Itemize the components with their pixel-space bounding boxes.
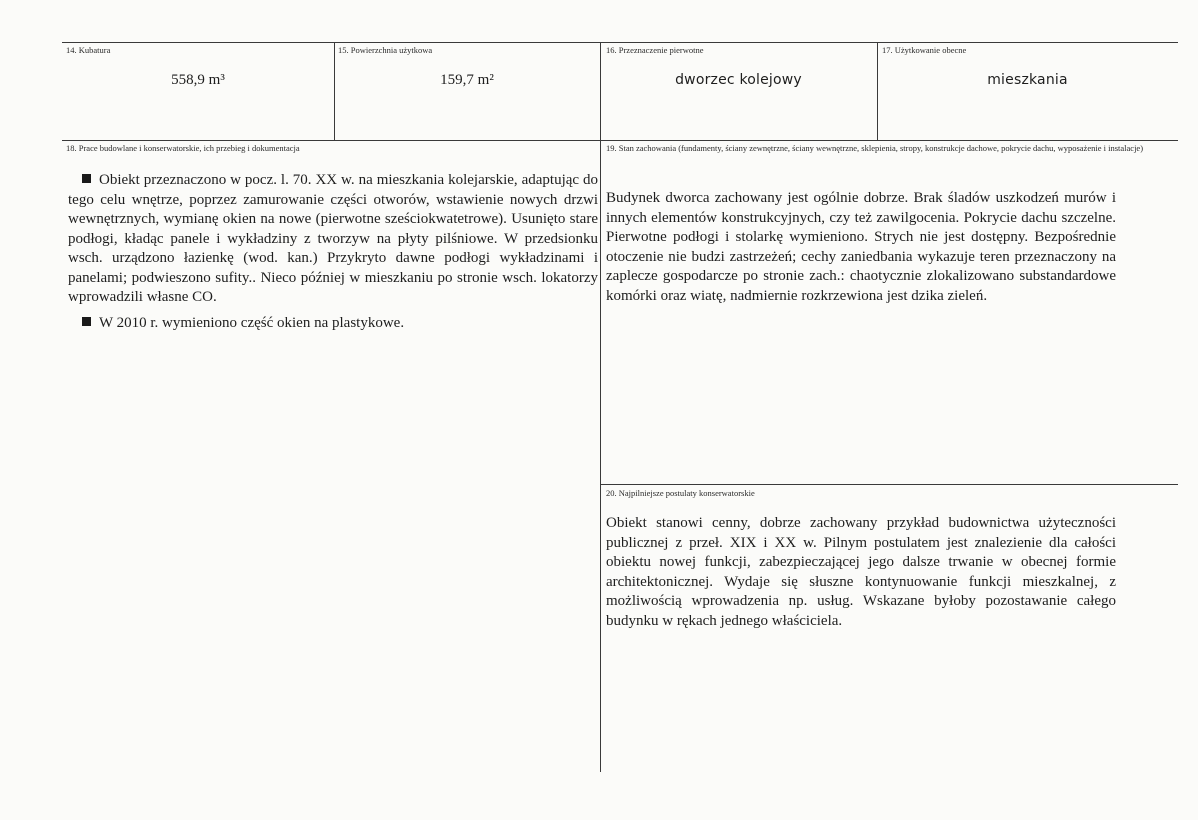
center-divider (600, 42, 601, 772)
przeznaczenie-label: 16. Przeznaczenie pierwotne (606, 45, 704, 55)
section20-top-line (600, 484, 1178, 485)
section19-label: 19. Stan zachowania (fundamenty, ściany zewnętrzne, ściany wewnętrzne, sklepienia, stropy, konstrukcje dachowe, pokrycie dachu, wyposażenie i instalacje) (606, 143, 1144, 153)
kubatura-value: 558,9 m³ (171, 72, 225, 88)
powierzchnia-value: 159,7 m² (440, 72, 494, 88)
row1-divider-3 (877, 42, 878, 140)
square-bullet-icon (82, 174, 91, 183)
section18-item-1 (68, 171, 598, 308)
section18-item-2-text: W 2010 r. wymieniono część okien na plastykowe. (99, 314, 405, 331)
section18-item-1-text: Obiekt przeznaczono w pocz. l. 70. XX w. na mieszkania kolejarskie, adaptując do tego celu wnętrze, poprzez zamurowanie części otworów, wstawienie nowych drzwi wewnętrznych, wymianę okien na nowe (pierwotne sześciokwatetrowe). Usunięto stare podłogi, kładąc panele i wykładziny z tworzyw na płyty pilśniowe. W przedsionku wsch. urządzono łazienkę (wod. kan.) Przykryto dawne podłogi wykładzinami i panelami; podwieszono sufity.. Nieco później w mieszkaniu po stronie wsch. lokatorzy wprowadzili własne CO. (68, 172, 598, 305)
uzytkowanie-value: mieszkania (987, 72, 1068, 88)
top-border-line (62, 42, 1178, 43)
uzytkowanie-label: 17. Użytkowanie obecne (882, 45, 967, 55)
section19-text: Budynek dworca zachowany jest ogólnie dobrze. Brak śladów uszkodzeń murów i innych elementów konstrukcyjnych, czy też zawilgocenia. Pokrycie dachu szczelne. Pierwotne podłogi i stolarkę wymieniono. Strych nie jest dostępny. Bezpośrednie otoczenie nie budzi zastrzeżeń; cechy zaniedbania wykazuje teren przeznaczony na zaplecze gospodarcze po stronie zach.: chaotycznie zlokalizowano substandardowe komórki oraz wiatę, nadmiernie rozkrzewiona jest dzika zieleń. (606, 190, 1116, 304)
square-bullet-icon (82, 317, 91, 326)
section18-text (68, 171, 598, 333)
kubatura-label: 14. Kubatura (66, 45, 111, 55)
przeznaczenie-value: dworzec kolejowy (675, 72, 802, 88)
section18-item-2 (68, 314, 598, 334)
section18-label: 18. Prace budowlane i konserwatorskie, ich przebieg i dokumentacja (66, 143, 300, 153)
section20-label: 20. Najpilniejsze postulaty konserwatorskie (606, 488, 755, 498)
section20-text: Obiekt stanowi cenny, dobrze zachowany przykład budownictwa użyteczności publicznej z przeł. XIX i XX w. Pilnym postulatem jest znalezienie dla całości obiektu nowej funkcji, zabezpieczającej jego dalsze trwanie w obecnej formie architektonicznej. Wydaje się słuszne kontynuowanie funkcji mieszkalnej, z możliwością wprowadzenia np. usług. Wskazane byłoby pozostawanie całego budynku w rękach jednego właściciela. (606, 515, 1116, 629)
row1-bottom-line (62, 140, 1178, 141)
row1-divider-1 (334, 42, 335, 140)
powierzchnia-label: 15. Powierzchnia użytkowa (338, 45, 433, 55)
